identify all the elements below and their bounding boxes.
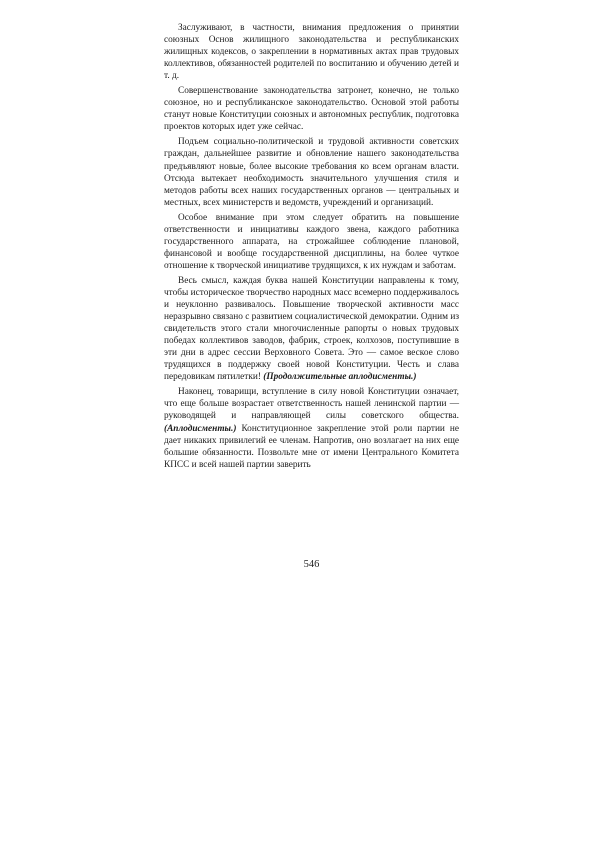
paragraph-6 xyxy=(164,386,459,470)
paragraph-1-text: Заслуживают, в частности, внимания предложения о принятии союзных Основ жилищного законодательства и республиканских жилищных кодексов, о закреплении в нормативных актах прав трудовых коллективов, обязанностей родителей по воспитанию и обучению детей и т. д. xyxy=(164,23,459,82)
document-body xyxy=(164,22,459,474)
paragraph-3 xyxy=(164,136,459,208)
paragraph-3-text: Подъем социально-политической и трудовой активности советских граждан, дальнейшее развитие и обновление нашего законодательства предъявляют новые, более высокие требования ко всем органам власти. Отсюда вытекает необходимость значительного улучшения стиля и методов работы всех наших государственных органов — центральных и местных, всех министерств и ведомств, учреждений и организаций. xyxy=(164,137,459,208)
paragraph-2 xyxy=(164,85,459,133)
page-number: 546 xyxy=(303,559,320,570)
applause-note-2: (Аплодисменты.) xyxy=(164,423,237,434)
paragraph-5-text: Весь смысл, каждая буква нашей Конституции направлены к тому, чтобы историческое творчество народных масс всемерно поддерживалось и неуклонно развивалось. Повышение творческой активности масс неразрывно связано с развитием социалистической демократии. Одним из свидетельств этого стали многочисленные рапорты о новых трудовых победах коллективов заводов, фабрик, строек, колхозов, поступившие в эти дни в адрес сессии Верховного Совета. Это — самое веское слово трудящихся в поддержку своей новой Конституции. Честь и слава передовикам пятилетки! xyxy=(164,275,459,383)
paragraph-1 xyxy=(164,22,459,82)
paragraph-2-text: Совершенствование законодательства затронет, конечно, не только союзное, но и республиканское законодательство. Основой этой работы станут новые Конституции союзных и автономных республик, подготовка проектов которых идет уже сейчас. xyxy=(164,86,459,133)
paragraph-4-text: Особое внимание при этом следует обратить на повышение ответственности и инициативы каждого звена, каждого работника государственного аппарата, на строжайшее соблюдение плановой, финансовой и вообще государственной дисциплины, на более чуткое отношение к творческой инициативе трудящихся, к их нуждам и заботам. xyxy=(164,212,459,271)
paragraph-5 xyxy=(164,275,459,383)
paragraph-4 xyxy=(164,212,459,272)
paragraph-6-text-b: Конституционное закрепление этой роли партии не дает никаких привилегий ее членам. Напротив, оно возлагает на них еще большие обязанности. Позвольте мне от имени Центрального Комитета КПСС и всей нашей партии заверить xyxy=(164,423,459,470)
applause-note-1: (Продолжительные аплодисменты.) xyxy=(263,372,417,383)
paragraph-6-text-a: Наконец, товарищи, вступление в силу новой Конституции означает, что еще больше возрастает ответственность нашей ленинской партии — руководящей и направляющей силы советского общества. xyxy=(164,387,459,422)
